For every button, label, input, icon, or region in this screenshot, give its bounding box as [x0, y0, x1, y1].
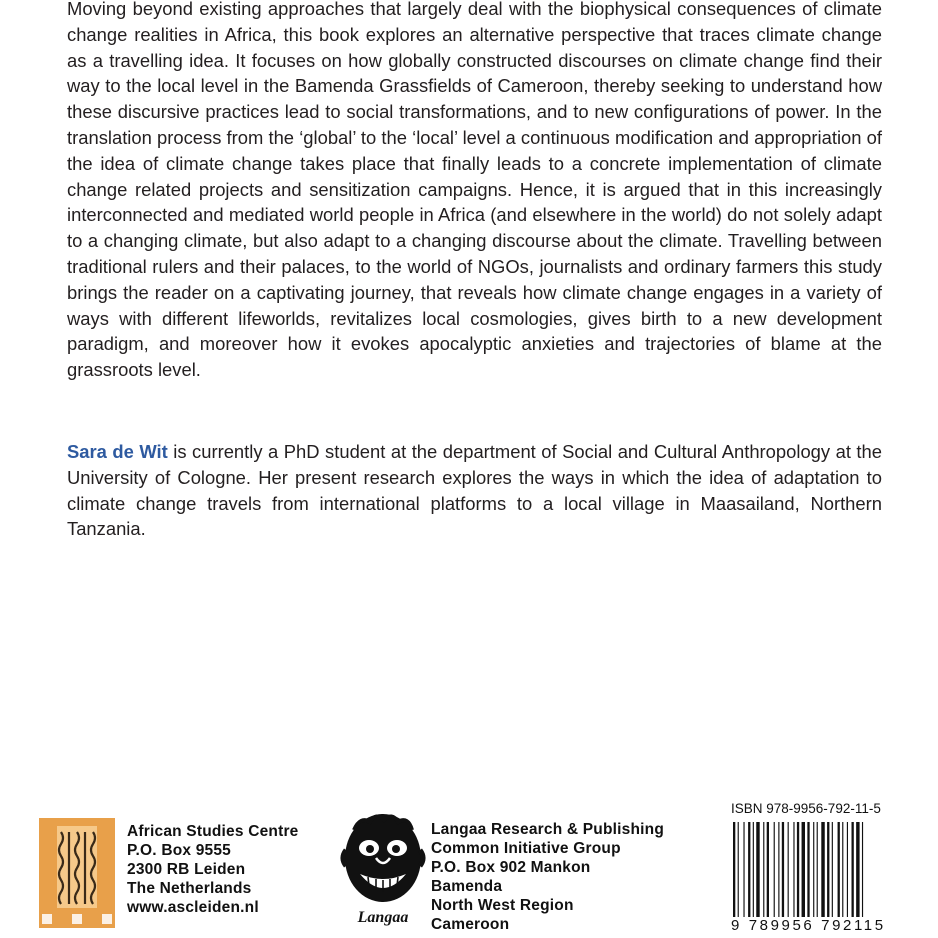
asc-address-line: 2300 RB Leiden: [127, 861, 246, 878]
langaa-address-line: Bamenda: [431, 878, 503, 895]
barcode-number: 9 789956 792115: [731, 917, 886, 934]
asc-website: www.ascleiden.nl: [127, 899, 259, 916]
langaa-address-line: Cameroon: [431, 916, 510, 933]
isbn-label: ISBN 978-9956-792-11-5: [731, 801, 881, 816]
book-blurb: Moving beyond existing approaches that largely deal with the biophysical consequences of climate change realities in Africa, this book explores an alternative perspective that traces climate change as a travelling idea. It focuses on how globally constructed discourses on climate change find their way to the local level in the Bamenda Grassfields of Cameroon, thereby seeking to understand how these discursive practices lead to social transformations, and to new configurations of power. In the translation process from the ‘global’ to the ‘local’ level a continuous modification and appropriation of the idea of climate change takes place that finally leads to a concrete implementation of climate change related projects and sensitization campaigns. Hence, it is argued that in this increasingly interconnected and mediated world people in Africa (and elsewhere in the world) do not solely adapt to a changing climate, but also adapt to a changing discourse about the climate. Travelling between traditional rulers and their palaces, to the world of NGOs, journalists and ordinary farmers this study brings the reader on a captivating journey, that reveals how climate change engages in a variety of ways with different lifeworlds, revitalizes local cosmologies, gives birth to a new development paradigm, and moreover how it evokes apocalyptic anxieties and trajectories of blame at the grassroots level.: [67, 0, 882, 381]
barcode-icon: [731, 822, 886, 918]
asc-address-line: P.O. Box 9555: [127, 842, 231, 859]
langaa-address-line: North West Region: [431, 897, 574, 914]
langaa-address-line: P.O. Box 902 Mankon: [431, 859, 591, 876]
asc-logo-icon: [39, 818, 115, 928]
langaa-mask-logo-icon: [340, 810, 426, 928]
author-bio-text: is currently a PhD student at the department of Social and Cultural Anthropology at the University of Cologne. Her present research explores the ways in which the idea of adaptation to climate change travels from international platforms to a local village in Maasailand, Northern Tanzania.: [67, 441, 882, 540]
author-name: Sara de Wit: [67, 441, 168, 462]
asc-address-line: The Netherlands: [127, 880, 252, 897]
asc-address: [127, 822, 299, 917]
langaa-address-line: Langaa Research & Publishing: [431, 821, 664, 838]
author-bio: [67, 439, 882, 542]
langaa-address-line: Common Initiative Group: [431, 840, 621, 857]
langaa-logo-text: Langaa: [357, 909, 409, 926]
asc-address-line: African Studies Centre: [127, 823, 299, 840]
langaa-address: [431, 820, 664, 934]
